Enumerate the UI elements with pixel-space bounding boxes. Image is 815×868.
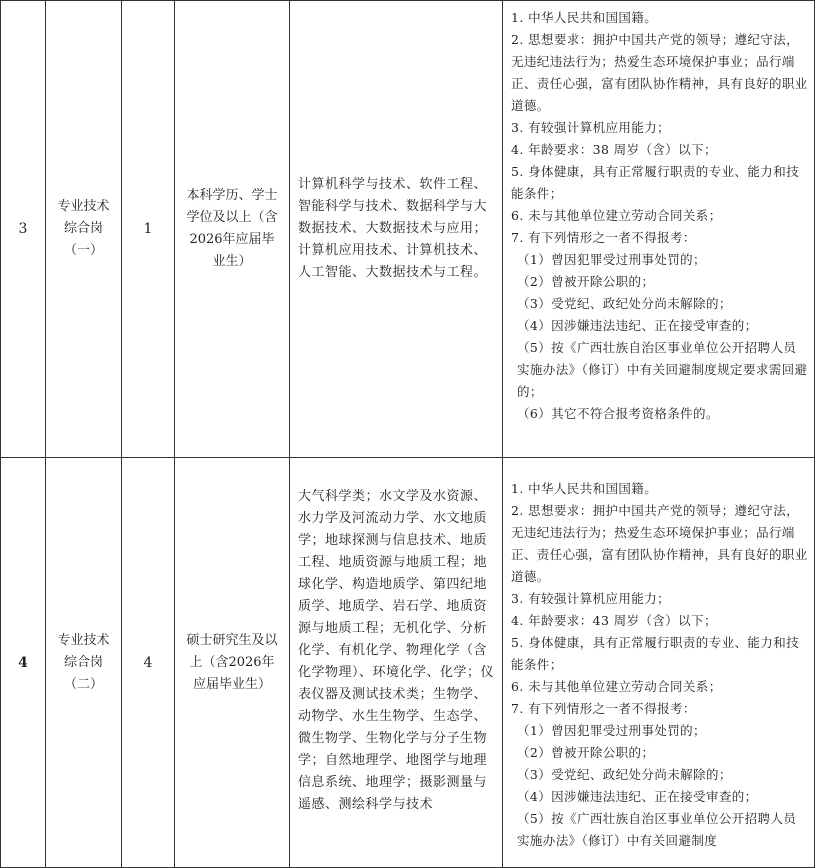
other-requirements bbox=[503, 458, 815, 868]
requirement-item: 5. 身体健康，具有正常履行职责的专业、能力和技能条件； bbox=[511, 635, 800, 672]
requirement-item: 5. 身体健康，具有正常履行职责的专业、能力和技能条件； bbox=[511, 164, 800, 201]
post-name-line: 综合岗 bbox=[63, 654, 103, 670]
education-requirement: 硕士研究生及以上（含2026年应届毕业生） bbox=[175, 458, 290, 868]
other-requirements bbox=[503, 1, 815, 458]
requirement-subitem: （1）曾因犯罪受过刑事处罚的； bbox=[517, 252, 706, 267]
requirement-item: 1. 中华人民共和国国籍。 bbox=[511, 10, 658, 25]
requirement-item: 3. 有较强计算机应用能力； bbox=[511, 120, 671, 135]
requirement-subitem: （6）其它不符合报考资格条件的。 bbox=[517, 406, 719, 421]
post-name-line: 专业技术 bbox=[57, 632, 110, 648]
requirement-item: 7. 有下列情形之一者不得报考： bbox=[511, 230, 696, 245]
row-number: 3 bbox=[1, 1, 46, 458]
requirement-subitem: （5）按《广西壮族自治区事业单位公开招聘人员实施办法》（修订）中有关回避制度 bbox=[517, 811, 797, 848]
requirement-item: 1. 中华人民共和国国籍。 bbox=[511, 481, 658, 496]
post-name bbox=[46, 458, 122, 868]
requirement-item: 4. 年龄要求：38 周岁（含）以下； bbox=[511, 142, 717, 157]
post-name bbox=[46, 1, 122, 458]
requirement-item: 2. 思想要求：拥护中国共产党的领导；遵纪守法，无违纪违法行为；热爱生态环境保护事业；品行端正、责任心强，富有团队协作精神，具有良好的职业道德。 bbox=[511, 32, 808, 113]
major-requirement: 计算机科学与技术、软件工程、智能科学与技术、数据科学与大数据技术、大数据技术与应用；计算机应用技术、计算机技术、人工智能、大数据技术与工程。 bbox=[290, 1, 503, 458]
requirement-item: 7. 有下列情形之一者不得报考： bbox=[511, 701, 696, 716]
post-name-line: 综合岗 bbox=[63, 221, 103, 236]
requirement-item: 6. 未与其他单位建立劳动合同关系； bbox=[511, 679, 722, 694]
requirement-subitem: （5）按《广西壮族自治区事业单位公开招聘人员实施办法》（修订）中有关回避制度规定要求需回避的； bbox=[517, 340, 808, 399]
post-count: 1 bbox=[122, 1, 175, 458]
table-row bbox=[1, 458, 815, 868]
requirement-item: 4. 年龄要求：43 周岁（含）以下； bbox=[511, 613, 717, 628]
requirement-subitem: （2）曾被开除公职的； bbox=[517, 745, 655, 760]
requirement-item: 6. 未与其他单位建立劳动合同关系； bbox=[511, 208, 722, 223]
requirement-subitem: （3）受党纪、政纪处分尚未解除的； bbox=[517, 296, 732, 311]
requirement-item: 3. 有较强计算机应用能力； bbox=[511, 591, 671, 606]
major-requirement: 大气科学类；水文学及水资源、水力学及河流动力学、水文地质学；地球探测与信息技术、地质工程、地质资源与地质工程；地球化学、构造地质学、第四纪地质学、地质学、岩石学、地质资源与地质工程；无机化学、分析化学、有机化学、物理化学（含化学物理）、环境化学、化学；仪表仪器及测试技术类；生物学、动物学、水生生物学、生态学、微生物学、生物化学与分子生物学；自然地理学、地图学与地理信息系统、地理学；摄影测量与遥感、测绘科学与技术 bbox=[290, 458, 503, 868]
row-number: 4 bbox=[1, 458, 46, 868]
post-name-line: （二） bbox=[63, 676, 103, 692]
requirement-item: 2. 思想要求：拥护中国共产党的领导；遵纪守法，无违纪违法行为；热爱生态环境保护事业；品行端正、责任心强，富有团队协作精神，具有良好的职业道德。 bbox=[511, 503, 808, 584]
requirement-subitem: （2）曾被开除公职的； bbox=[517, 274, 655, 289]
post-count: 4 bbox=[122, 458, 175, 868]
requirement-subitem: （1）曾因犯罪受过刑事处罚的； bbox=[517, 723, 706, 738]
requirement-subitem: （4）因涉嫌违法违纪、正在接受审查的； bbox=[517, 789, 758, 804]
education-requirement: 本科学历、学士学位及以上（含2026年应届毕业生） bbox=[175, 1, 290, 458]
requirement-subitem: （4）因涉嫌违法违纪、正在接受审查的； bbox=[517, 318, 758, 333]
table-row bbox=[1, 1, 815, 458]
post-name-line: （一） bbox=[63, 243, 103, 258]
post-name-line: 专业技术 bbox=[57, 199, 110, 214]
requirement-subitem: （3）受党纪、政纪处分尚未解除的； bbox=[517, 767, 732, 782]
